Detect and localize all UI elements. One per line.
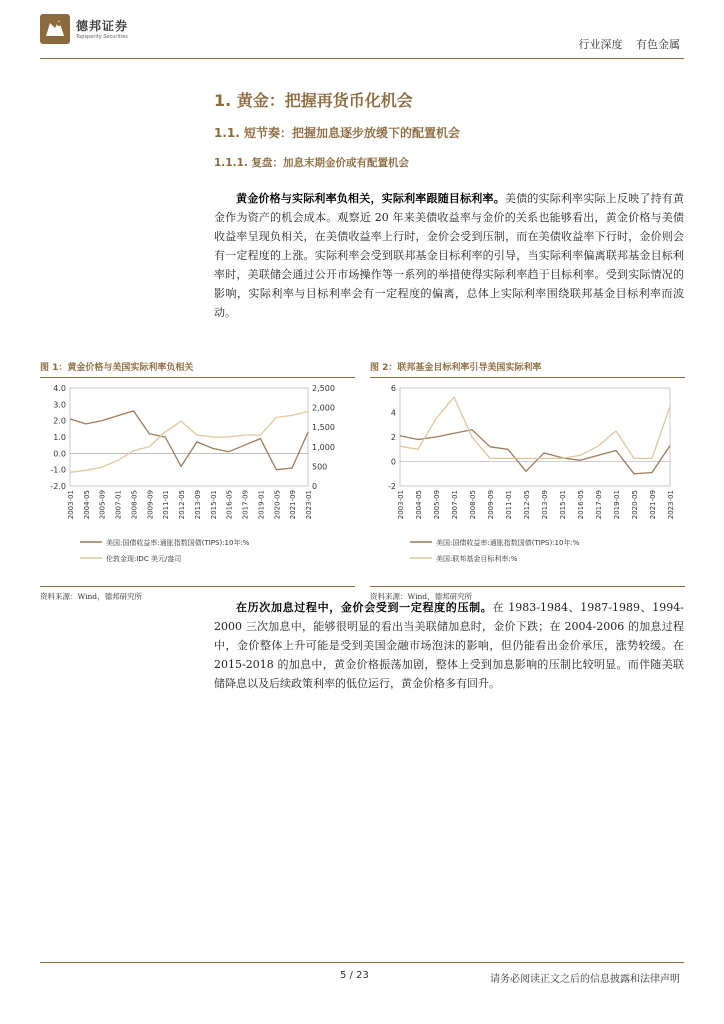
section-heading-3: 1.1.1. 复盘：加息末期金价或有配置机会	[214, 157, 410, 169]
chart2-x-tick: 2016-05	[577, 490, 585, 520]
figure-2-title: 图 2：联邦基金目标利率引导美国实际利率	[370, 360, 685, 378]
company-logo	[40, 14, 140, 48]
section-heading-2: 1.1. 短节奏：把握加息逐步放缓下的配置机会	[214, 126, 460, 140]
chart2-x-tick: 2003-01	[397, 490, 405, 520]
logo-name: 德邦证券	[76, 19, 129, 33]
header-divider	[40, 58, 684, 59]
paragraph-2-lead: 在历次加息过程中，金价会受到一定程度的压制。	[236, 601, 493, 614]
paragraph-1-lead: 黄金价格与实际利率负相关，实际利率跟随目标利率。	[236, 192, 505, 205]
footer-divider	[40, 962, 684, 963]
figure-1	[40, 360, 355, 602]
figure-2-chart	[370, 380, 685, 580]
report-type: 行业深度	[578, 38, 623, 51]
chart1-x-tick: 2009-09	[146, 490, 155, 520]
footer-disclaimer: 请务必阅读正文之后的信息披露和法律声明	[490, 974, 680, 985]
chart2-x-tick: 2019-01	[613, 490, 621, 520]
chart1-x-tick: 2017-09	[241, 490, 250, 520]
chart1-x-tick: 2020-05	[273, 490, 282, 520]
chart2-x-tick: 2004-05	[415, 490, 423, 520]
report-category	[569, 36, 681, 52]
chart2-y-tick: 4	[390, 408, 396, 418]
chart2-x-tick: 2015-01	[559, 490, 567, 520]
chart1-x-tick: 2013-09	[193, 490, 202, 520]
chart1-x-tick: 2016-05	[225, 490, 234, 520]
chart2-plot-frame	[400, 388, 670, 486]
section-heading-1: 1. 黄金：把握再货币化机会	[214, 91, 413, 110]
chart1-y-tick: 0.0	[53, 449, 66, 459]
chart1-y-tick: 1.0	[53, 433, 66, 442]
chart2-x-tick: 2013-09	[541, 490, 549, 520]
chart1-y2-tick: 500	[312, 462, 328, 472]
chart2-x-tick: 2008-05	[469, 490, 477, 520]
chart1-legend-label-2: 伦敦金现:IDC 美元/盎司	[106, 555, 182, 563]
chart1-x-tick: 2021-09	[289, 490, 298, 520]
chart1-y-tick: 2.0	[53, 416, 66, 426]
report-sector: 有色金属	[636, 38, 680, 51]
figure-2-source: 资料来源：Wind，德邦研究所	[370, 586, 685, 602]
chart2-x-tick: 2021-09	[649, 490, 657, 520]
paragraph-2	[214, 598, 684, 693]
chart2-x-tick: 2005-09	[433, 490, 441, 520]
chart1-y-tick: 4.0	[53, 384, 66, 393]
chart1-x-tick: 2007-01	[114, 490, 123, 520]
chart1-y-tick: -2.0	[50, 482, 66, 491]
chart1-y2-tick: 2,500	[312, 384, 335, 393]
chart1-y2-tick: 1,000	[312, 442, 335, 452]
chart1-y2-tick: 1,500	[312, 423, 335, 433]
chart2-series-2-line	[400, 397, 670, 458]
chart1-x-tick: 2003-01	[67, 490, 75, 520]
paragraph-1-body: 美债的实际利率实际上反映了持有黄金作为资产的机会成本。观察近 20 年来美债收益率与金价的关系也能够看出，黄金价格与美债收益率呈现负相关，在美债收益率上行时，金价会受到压制，而在美债收益率下行时，金价则会有一定程度的上涨。实际利率会受到联邦基金目标利率的引导，当实际利率偏离联邦基金目标利率时，美联储会通过公开市场操作等一系列的举措使得实际利率趋于目标利率。受到实际情况的影响，实际利率与目标利率会有一定程度的偏离，总体上实际利率围绕联邦基金目标利率而波动。	[214, 192, 684, 319]
chart2-y-tick: -2	[388, 482, 396, 491]
chart2-x-tick: 2011-01	[505, 490, 513, 520]
chart1-x-tick: 2011-01	[162, 490, 171, 520]
figure-1-title: 图 1：黄金价格与美国实际利率负相关	[40, 360, 355, 378]
chart1-x-tick: 2004-05	[82, 490, 91, 520]
chart2-legend-label-1: 美国:国债收益率:通胀指数国债(TIPS):10年:%	[436, 539, 580, 547]
chart1-x-tick: 2019-01	[257, 490, 266, 520]
page-number: 5 / 23	[340, 970, 369, 981]
chart2-x-tick: 2020-05	[631, 490, 639, 520]
chart1-x-tick: 2008-05	[130, 490, 139, 520]
chart1-legend-label-1: 美国:国债收益率:通胀指数国债(TIPS):10年:%	[106, 539, 250, 547]
chart2-x-tick: 2009-09	[487, 490, 495, 520]
chart1-x-tick: 2012-05	[178, 490, 187, 520]
chart1-x-tick: 2023-01	[305, 490, 313, 520]
chart2-x-tick: 2017-09	[595, 490, 603, 520]
paragraph-2-body: 在 1983-1984、1987-1989、1994-2000 三次加息中，能够很明显的看出当美联储加息时，金价下跌；在 2004-2006 的加息过程中，金价整体上升可能是受到美国金融市场泡沫的影响，但仍能看出金价承压，涨势较缓。在 2015-2018 的加息中，黄金价格振荡加剧，整体上受到加息影响的压制比较明显。而伴随美联储降息以及后续政策利率的低位运行，黄金价格多有回升。	[214, 601, 684, 690]
chart2-x-tick: 2012-05	[523, 490, 531, 520]
logo-mark-icon	[40, 14, 70, 44]
figure-1-source: 资料来源：Wind，德邦研究所	[40, 586, 355, 602]
chart1-y2-tick: 2,000	[312, 403, 335, 413]
chart1-series-1-line	[70, 411, 308, 470]
chart2-y-tick: 0	[390, 457, 396, 467]
chart2-y-tick: 6	[390, 384, 396, 393]
chart1-y2-tick: 0	[312, 482, 318, 491]
figure-2	[370, 360, 685, 602]
paragraph-1	[214, 189, 684, 322]
logo-subtitle: Topsperity Securities	[76, 34, 128, 40]
chart1-x-tick: 2005-09	[98, 490, 107, 520]
chart1-y-tick: -1.0	[50, 465, 66, 475]
figure-1-chart	[40, 380, 355, 580]
chart2-legend-label-2: 美国:联邦基金目标利率:%	[436, 555, 518, 563]
chart2-x-tick: 2023-01	[667, 490, 675, 520]
chart2-y-tick: 2	[390, 433, 396, 442]
chart1-x-tick: 2015-01	[209, 490, 218, 520]
chart2-x-tick: 2007-01	[451, 490, 459, 520]
chart1-plot-frame	[70, 388, 308, 486]
chart1-y-tick: 3.0	[53, 400, 66, 410]
